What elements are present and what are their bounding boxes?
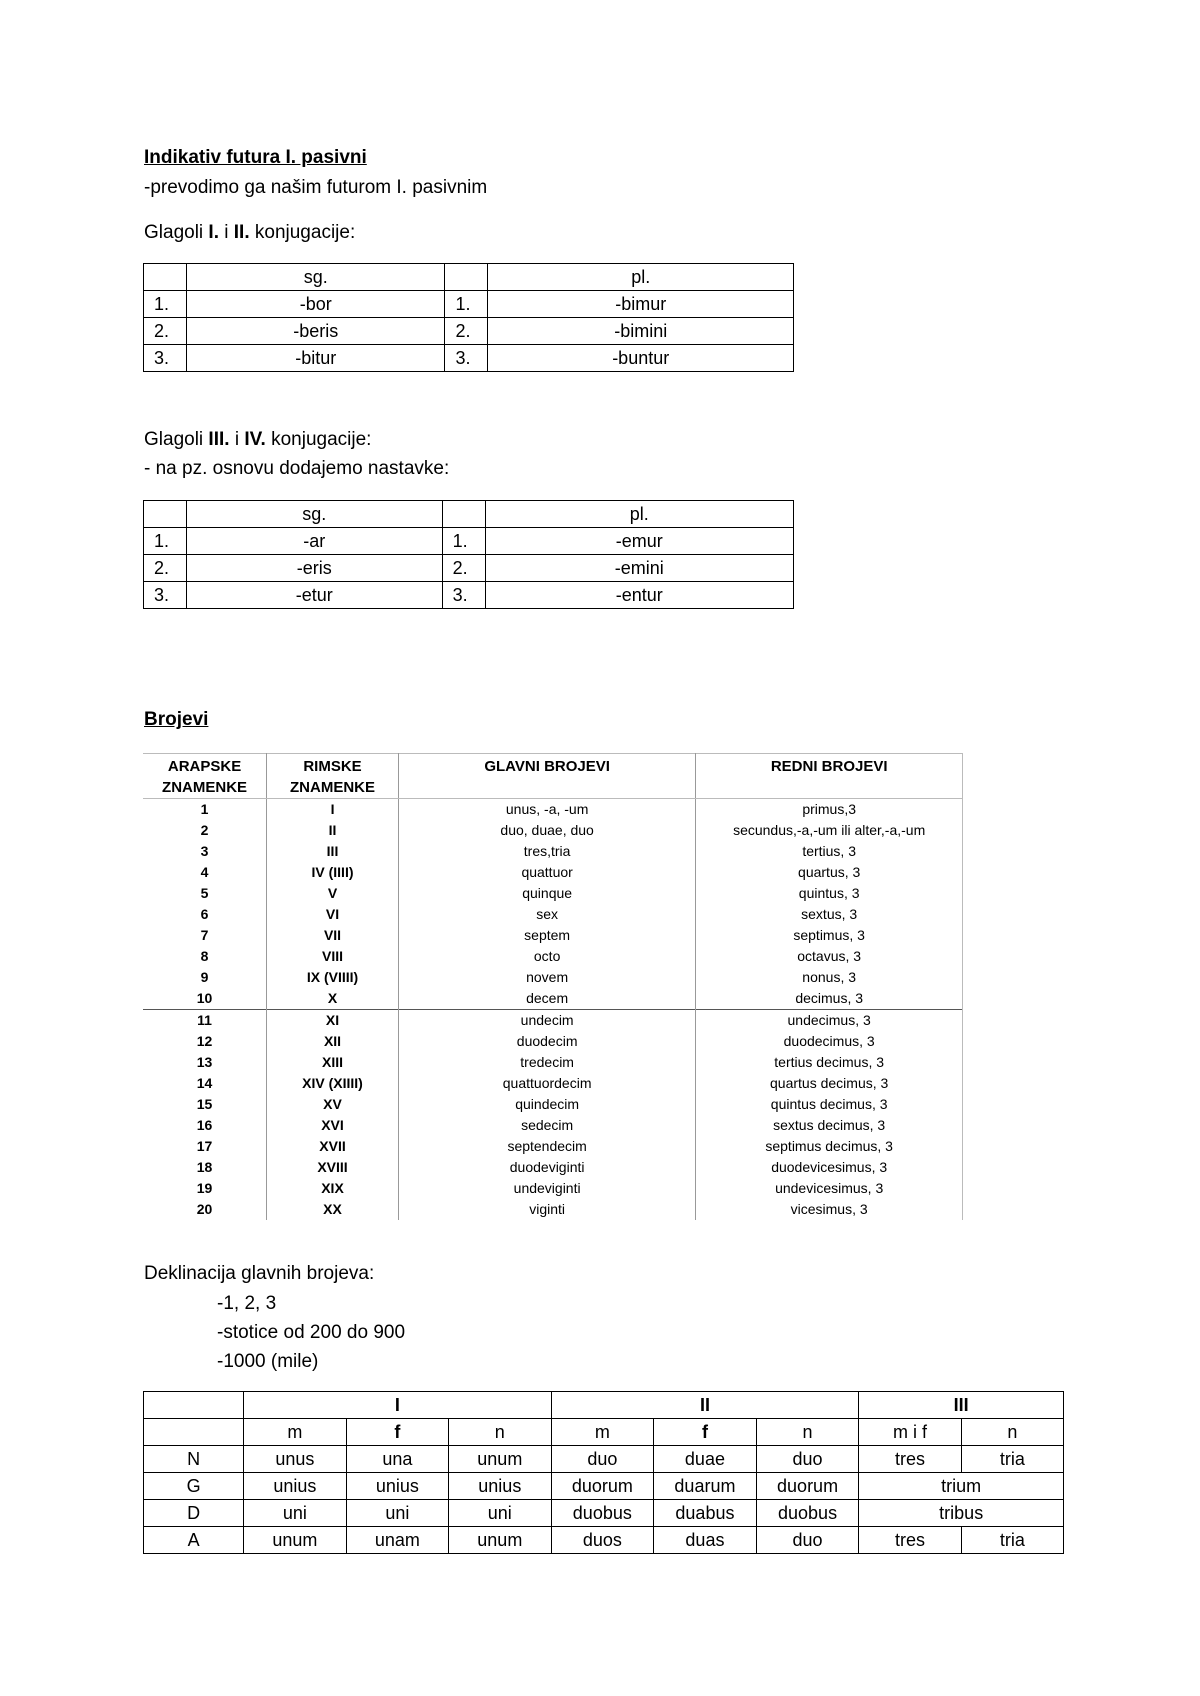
roman-numeral: III xyxy=(267,841,399,862)
declension-title: Deklinacija glavnih brojeva: xyxy=(144,1263,375,1284)
ordinal-number: duodecimus, 3 xyxy=(696,1031,963,1052)
numbers-row xyxy=(143,967,963,988)
roman-numeral: VII xyxy=(267,925,399,946)
cardinal-number: quattuor xyxy=(398,862,695,883)
cardinal-number: duodecim xyxy=(398,1031,695,1052)
ordinal-number: tertius, 3 xyxy=(696,841,963,862)
declension-row xyxy=(144,1446,1064,1473)
arabic-numeral: 7 xyxy=(143,925,267,946)
cardinal-number: septendecim xyxy=(398,1136,695,1157)
declension-cell: unius xyxy=(449,1473,551,1500)
numbers-row xyxy=(143,841,963,862)
group1-label xyxy=(144,222,355,244)
ordinal-number: decimus, 3 xyxy=(696,988,963,1010)
sg-header: sg. xyxy=(187,264,445,291)
sg-ending: -ar xyxy=(187,528,443,555)
ordinal-number: secundus,-a,-um ili alter,-a,-um xyxy=(696,820,963,841)
person-number: 2. xyxy=(144,318,187,345)
numbers-row xyxy=(143,1052,963,1073)
numbers-row xyxy=(143,820,963,841)
declension-row xyxy=(144,1473,1064,1500)
numbers-row xyxy=(143,883,963,904)
group2-label-text: Glagoli xyxy=(144,429,209,450)
roman-numeral: XVII xyxy=(267,1136,399,1157)
arabic-numeral: 3 xyxy=(143,841,267,862)
table-header-row xyxy=(144,501,794,528)
declension-row xyxy=(144,1527,1064,1554)
gender-header: f xyxy=(346,1419,448,1446)
declension-cell: unius xyxy=(346,1473,448,1500)
declension-cell: tres xyxy=(859,1527,961,1554)
cardinal-number: tres,tria xyxy=(398,841,695,862)
numbers-row xyxy=(143,1178,963,1199)
arabic-numeral: 16 xyxy=(143,1115,267,1136)
roman-numeral: I xyxy=(267,799,399,821)
declension-table xyxy=(143,1391,1064,1554)
person-number: 3. xyxy=(445,345,488,372)
roman-numeral: IV (IIII) xyxy=(267,862,399,883)
roman-numeral: II xyxy=(267,820,399,841)
ordinal-number: septimus decimus, 3 xyxy=(696,1136,963,1157)
ordinal-number: octavus, 3 xyxy=(696,946,963,967)
group2-label-bold1: III. xyxy=(208,429,230,450)
numbers-row xyxy=(143,1136,963,1157)
declension-row xyxy=(144,1500,1064,1527)
ordinal-number: quintus, 3 xyxy=(696,883,963,904)
declension-cell: duae xyxy=(654,1446,757,1473)
roman-numeral: XIV (XIIII) xyxy=(267,1073,399,1094)
arabic-numeral: 6 xyxy=(143,904,267,925)
declension-cell: uni xyxy=(346,1500,448,1527)
person-number: 2. xyxy=(445,318,488,345)
roman-numeral: XIX xyxy=(267,1178,399,1199)
arabic-numeral: 18 xyxy=(143,1157,267,1178)
declension-cell: tres xyxy=(859,1446,961,1473)
arabic-numeral: 17 xyxy=(143,1136,267,1157)
declension-cell: tribus xyxy=(859,1500,1064,1527)
sg-ending: -eris xyxy=(187,555,443,582)
declension-item: -1, 2, 3 xyxy=(217,1293,277,1314)
sg-ending: -beris xyxy=(187,318,445,345)
declension-cell: unum xyxy=(244,1527,346,1554)
gender-header: m i f xyxy=(859,1419,961,1446)
declension-cell: duorum xyxy=(551,1473,654,1500)
group-header: II xyxy=(551,1392,859,1419)
numbers-row xyxy=(143,925,963,946)
declension-cell: duas xyxy=(654,1527,757,1554)
ordinal-number: vicesimus, 3 xyxy=(696,1199,963,1220)
cardinal-number: sex xyxy=(398,904,695,925)
cardinal-number: viginti xyxy=(398,1199,695,1220)
cardinal-number: quindecim xyxy=(398,1094,695,1115)
ordinal-number: sextus, 3 xyxy=(696,904,963,925)
cardinal-number: tredecim xyxy=(398,1052,695,1073)
table-row xyxy=(144,582,794,609)
gender-header: m xyxy=(244,1419,346,1446)
pl-ending: -bimur xyxy=(488,291,794,318)
ordinal-number: quartus, 3 xyxy=(696,862,963,883)
ordinal-number: septimus, 3 xyxy=(696,925,963,946)
gender-header: n xyxy=(449,1419,551,1446)
declension-cell: duobus xyxy=(756,1500,859,1527)
declension-cell: trium xyxy=(859,1473,1064,1500)
case-label: D xyxy=(144,1500,244,1527)
numbers-table xyxy=(143,753,963,1220)
arabic-numeral: 5 xyxy=(143,883,267,904)
sg-header: sg. xyxy=(187,501,443,528)
numbers-row xyxy=(143,1157,963,1178)
section-heading-future-passive: Indikativ futura I. pasivni xyxy=(144,147,367,168)
ordinal-header: REDNI BROJEVI xyxy=(696,754,963,799)
arabic-numeral: 1 xyxy=(143,799,267,821)
pl-ending: -entur xyxy=(485,582,793,609)
numbers-header-row xyxy=(143,754,963,799)
group1-label-bold2: II. xyxy=(233,222,250,243)
sg-ending: -bitur xyxy=(187,345,445,372)
table-header-row xyxy=(144,264,794,291)
arabic-header xyxy=(143,754,267,799)
group2-label xyxy=(144,429,371,451)
roman-numeral: VIII xyxy=(267,946,399,967)
cardinal-number: undeviginti xyxy=(398,1178,695,1199)
person-number: 1. xyxy=(445,291,488,318)
pl-ending: -emini xyxy=(485,555,793,582)
cardinal-number: sedecim xyxy=(398,1115,695,1136)
ordinal-number: sextus decimus, 3 xyxy=(696,1115,963,1136)
roman-numeral: X xyxy=(267,988,399,1010)
cardinal-number: unus, -a, -um xyxy=(398,799,695,821)
cardinal-number: duodeviginti xyxy=(398,1157,695,1178)
declension-cell: unius xyxy=(244,1473,346,1500)
roman-header xyxy=(267,754,399,799)
gender-header: m xyxy=(551,1419,654,1446)
arabic-numeral: 11 xyxy=(143,1010,267,1032)
roman-numeral: XVIII xyxy=(267,1157,399,1178)
roman-numeral: XII xyxy=(267,1031,399,1052)
gender-header: n xyxy=(756,1419,859,1446)
declension-group-row xyxy=(144,1392,1064,1419)
table-row xyxy=(144,555,794,582)
roman-numeral: XV xyxy=(267,1094,399,1115)
declension-cell: duarum xyxy=(654,1473,757,1500)
arabic-numeral: 12 xyxy=(143,1031,267,1052)
arabic-header-line1: ARAPSKE xyxy=(167,758,242,775)
group2-label-mid: i xyxy=(229,429,245,450)
cardinal-number: octo xyxy=(398,946,695,967)
ordinal-number: quintus decimus, 3 xyxy=(696,1094,963,1115)
group2-label-bold2: IV. xyxy=(244,429,266,450)
intro-text: -prevodimo ga našim futurom I. pasivnim xyxy=(144,177,488,198)
ordinal-number: undecimus, 3 xyxy=(696,1010,963,1032)
group-header: I xyxy=(244,1392,551,1419)
case-label: N xyxy=(144,1446,244,1473)
declension-item: -1000 (mile) xyxy=(217,1351,319,1372)
roman-numeral: VI xyxy=(267,904,399,925)
ordinal-number: quartus decimus, 3 xyxy=(696,1073,963,1094)
numbers-row xyxy=(143,1031,963,1052)
table-row xyxy=(144,318,794,345)
table-row xyxy=(144,345,794,372)
cardinal-number: quattuordecim xyxy=(398,1073,695,1094)
declension-cell: duo xyxy=(551,1446,654,1473)
declension-cell: uni xyxy=(244,1500,346,1527)
gender-header: n xyxy=(961,1419,1063,1446)
gender-header: f xyxy=(654,1419,757,1446)
cardinal-number: septem xyxy=(398,925,695,946)
ordinal-number: nonus, 3 xyxy=(696,967,963,988)
numbers-row xyxy=(143,1199,963,1220)
cardinal-header: GLAVNI BROJEVI xyxy=(398,754,695,799)
arabic-numeral: 19 xyxy=(143,1178,267,1199)
numbers-table-body xyxy=(143,799,963,1221)
group2-endings-table xyxy=(143,500,794,609)
numbers-row xyxy=(143,1010,963,1032)
numbers-row xyxy=(143,1073,963,1094)
cardinal-number: novem xyxy=(398,967,695,988)
person-number: 3. xyxy=(144,582,187,609)
arabic-numeral: 4 xyxy=(143,862,267,883)
pl-ending: -buntur xyxy=(488,345,794,372)
table-row xyxy=(144,291,794,318)
numbers-row xyxy=(143,862,963,883)
cardinal-number: decem xyxy=(398,988,695,1010)
arabic-numeral: 20 xyxy=(143,1199,267,1220)
pl-ending: -bimini xyxy=(488,318,794,345)
roman-numeral: XIII xyxy=(267,1052,399,1073)
group1-label-text: Glagoli xyxy=(144,222,209,243)
declension-cell: tria xyxy=(961,1446,1063,1473)
case-label: A xyxy=(144,1527,244,1554)
numbers-row xyxy=(143,799,963,821)
group1-label-mid: i xyxy=(218,222,234,243)
group1-label-bold1: I. xyxy=(208,222,219,243)
pl-header: pl. xyxy=(488,264,794,291)
arabic-numeral: 13 xyxy=(143,1052,267,1073)
declension-cell: unam xyxy=(346,1527,448,1554)
declension-item: -stotice od 200 do 900 xyxy=(217,1322,406,1343)
person-number: 3. xyxy=(144,345,187,372)
roman-numeral: XX xyxy=(267,1199,399,1220)
person-number: 3. xyxy=(442,582,485,609)
section-heading-numbers: Brojevi xyxy=(144,709,209,730)
arabic-numeral: 2 xyxy=(143,820,267,841)
declension-cell: tria xyxy=(961,1527,1063,1554)
group1-endings-table xyxy=(143,263,794,372)
pl-header: pl. xyxy=(485,501,793,528)
arabic-header-line2: ZNAMENKE xyxy=(162,779,248,796)
sg-ending: -etur xyxy=(187,582,443,609)
arabic-numeral: 14 xyxy=(143,1073,267,1094)
declension-cell: duos xyxy=(551,1527,654,1554)
declension-cell: unus xyxy=(244,1446,346,1473)
person-number: 2. xyxy=(144,555,187,582)
ordinal-number: primus,3 xyxy=(696,799,963,821)
group2-note: - na pz. osnovu dodajemo nastavke: xyxy=(144,458,450,479)
declension-cell: uni xyxy=(449,1500,551,1527)
arabic-numeral: 15 xyxy=(143,1094,267,1115)
cardinal-number: duo, duae, duo xyxy=(398,820,695,841)
declension-gender-row xyxy=(144,1419,1064,1446)
roman-numeral: XVI xyxy=(267,1115,399,1136)
group-header: III xyxy=(859,1392,1064,1419)
group2-label-post: konjugacije: xyxy=(265,429,372,450)
numbers-row xyxy=(143,946,963,967)
declension-cell: duobus xyxy=(551,1500,654,1527)
roman-numeral: IX (VIIII) xyxy=(267,967,399,988)
arabic-numeral: 8 xyxy=(143,946,267,967)
roman-header-line1: RIMSKE xyxy=(303,758,362,775)
person-number: 1. xyxy=(442,528,485,555)
numbers-row xyxy=(143,1115,963,1136)
pl-ending: -emur xyxy=(485,528,793,555)
sg-ending: -bor xyxy=(187,291,445,318)
cardinal-number: undecim xyxy=(398,1010,695,1032)
case-label: G xyxy=(144,1473,244,1500)
ordinal-number: undevicesimus, 3 xyxy=(696,1178,963,1199)
numbers-row xyxy=(143,988,963,1010)
person-number: 2. xyxy=(442,555,485,582)
declension-cell: duo xyxy=(756,1446,859,1473)
arabic-numeral: 9 xyxy=(143,967,267,988)
person-number: 1. xyxy=(144,528,187,555)
declension-cell: una xyxy=(346,1446,448,1473)
declension-cell: unum xyxy=(449,1527,551,1554)
arabic-numeral: 10 xyxy=(143,988,267,1010)
person-number: 1. xyxy=(144,291,187,318)
table-row xyxy=(144,528,794,555)
roman-numeral: XI xyxy=(267,1010,399,1032)
ordinal-number: tertius decimus, 3 xyxy=(696,1052,963,1073)
roman-header-line2: ZNAMENKE xyxy=(290,779,375,796)
declension-cell: duabus xyxy=(654,1500,757,1527)
declension-cell: unum xyxy=(449,1446,551,1473)
group1-label-post: konjugacije: xyxy=(249,222,356,243)
cardinal-number: quinque xyxy=(398,883,695,904)
numbers-row xyxy=(143,1094,963,1115)
declension-cell: duo xyxy=(756,1527,859,1554)
roman-numeral: V xyxy=(267,883,399,904)
numbers-row xyxy=(143,904,963,925)
declension-cell: duorum xyxy=(756,1473,859,1500)
ordinal-number: duodevicesimus, 3 xyxy=(696,1157,963,1178)
